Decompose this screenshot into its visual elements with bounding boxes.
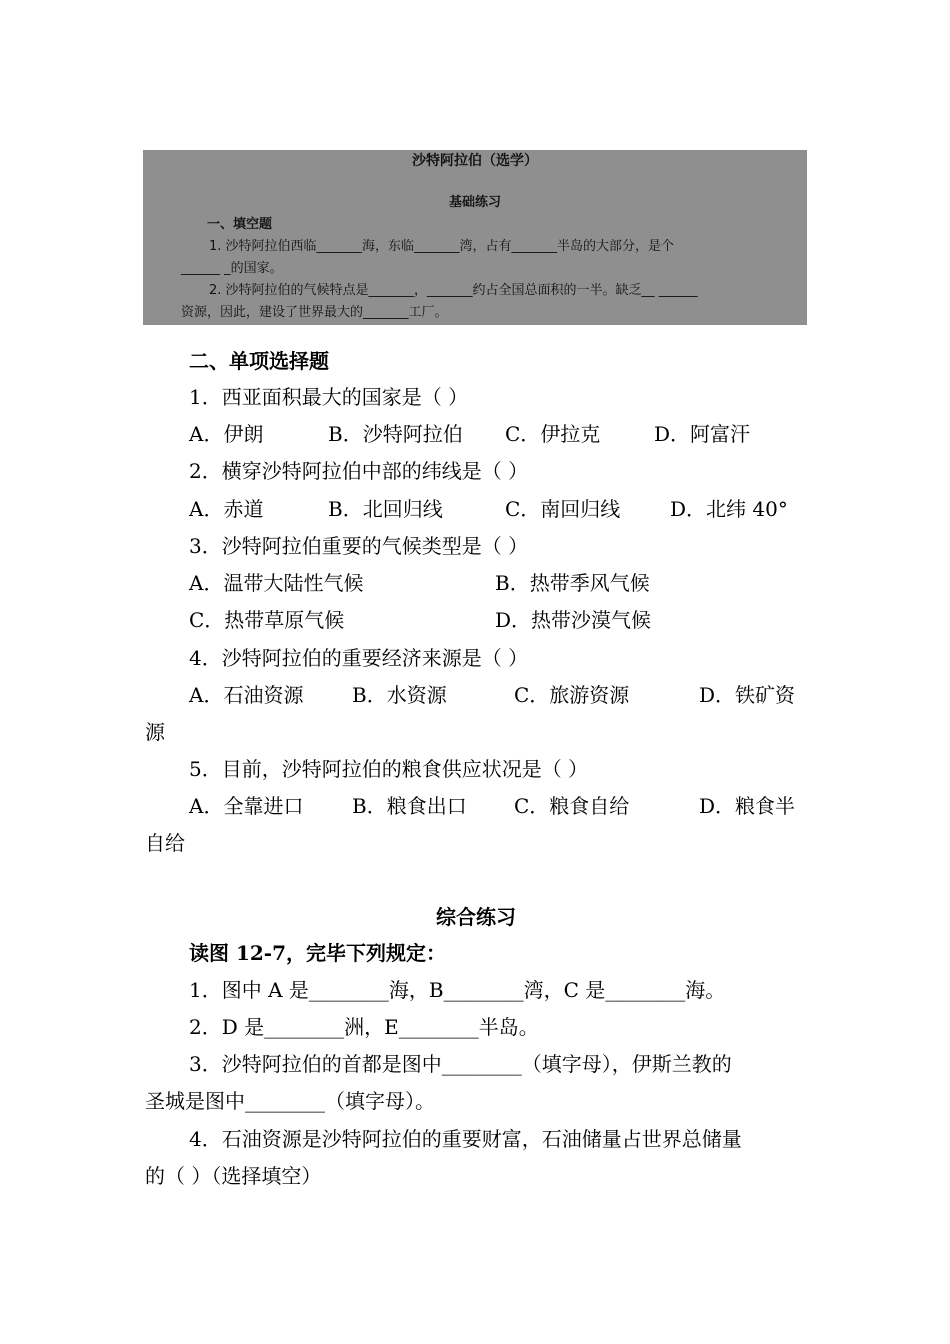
option-c: C．伊拉克 [505, 422, 601, 446]
option-c: C．南回归线 [505, 497, 621, 521]
option-d: D．热带沙漠气候 [495, 608, 652, 632]
comprehensive-item: 3．沙特阿拉伯的首都是图中________（填字母），伊斯兰教的 [189, 1052, 732, 1076]
comprehensive-item-wrap: 圣城是图中________（填字母）。 [145, 1089, 435, 1113]
option-c: C．热带草原气候 [189, 608, 345, 632]
option-b: B．粮食出口 [352, 794, 467, 818]
banner-q2-line1: 2. 沙特阿拉伯的气候特点是_______，_______约占全国总面积的一半。缺乏__ ______ [209, 283, 698, 298]
option-a: A．全靠进口 [189, 794, 304, 818]
option-c: C．粮食自给 [514, 794, 630, 818]
question-stem: 3．沙特阿拉伯重要的气候类型是（ ） [189, 534, 529, 558]
banner-section-heading: 一、填空题 [207, 217, 273, 232]
comprehensive-item-wrap: 的（ ）（选择填空） [145, 1164, 322, 1188]
option-d: D．铁矿资 [699, 683, 796, 707]
question-stem: 4．沙特阿拉伯的重要经济来源是（ ） [189, 646, 529, 670]
banner-subtitle: 基础练习 [448, 195, 501, 210]
comprehensive-heading: 综合练习 [436, 905, 516, 929]
option-b: B．热带季风气候 [495, 571, 650, 595]
question-stem: 1．西亚面积最大的国家是（ ） [189, 385, 469, 409]
option-a: A．石油资源 [189, 683, 304, 707]
option-a: A．温带大陆性气候 [189, 571, 364, 595]
comprehensive-intro: 读图 12-7，完毕下列规定： [189, 941, 447, 965]
option-d: D．粮食半 [699, 794, 796, 818]
section-heading-choice: 二、单项选择题 [189, 349, 329, 373]
banner-title: 沙特阿拉伯（选学） [412, 153, 538, 169]
option-d-wrap: 自给 [145, 831, 185, 855]
option-c: C．旅游资源 [514, 683, 630, 707]
banner-q2-line2: 资源，因此，建设了世界最大的_______工厂。 [181, 305, 448, 320]
comprehensive-item: 4．石油资源是沙特阿拉伯的重要财富，石油储量占世界总储量 [189, 1127, 742, 1151]
banner-q1-line2: ______ _的国家。 [181, 261, 283, 276]
option-b: B．沙特阿拉伯 [328, 422, 463, 446]
option-b: B．北回归线 [328, 497, 443, 521]
option-a: A．伊朗 [189, 422, 264, 446]
option-d: D．阿富汗 [654, 422, 751, 446]
comprehensive-item: 1．图中 A 是________海，B________湾，C 是________海。 [189, 978, 726, 1002]
comprehensive-item: 2．D 是________洲，E________半岛。 [189, 1015, 539, 1039]
option-a: A．赤道 [189, 497, 264, 521]
option-d: D．北纬 40° [670, 497, 788, 521]
question-stem: 5．目前，沙特阿拉伯的粮食供应状况是（ ） [189, 757, 589, 781]
banner-q1-line1: 1. 沙特阿拉伯西临_______海，东临_______湾，占有_______半岛的大部分，是个 [209, 239, 675, 254]
scanned-exercise-image [143, 150, 807, 325]
option-b: B．水资源 [352, 683, 447, 707]
option-d-wrap: 源 [145, 720, 165, 744]
question-stem: 2．横穿沙特阿拉伯中部的纬线是（ ） [189, 459, 529, 483]
